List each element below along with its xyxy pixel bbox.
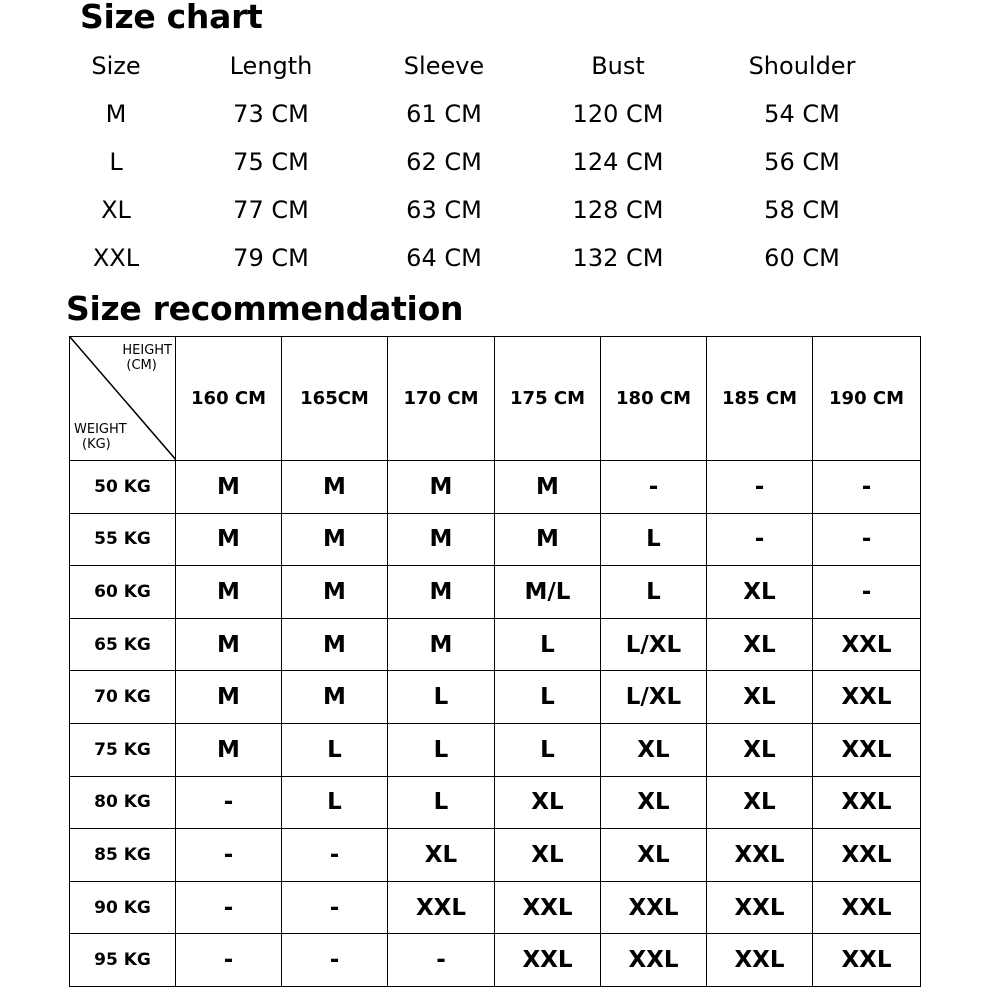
size-cell: M xyxy=(176,723,282,776)
size-chart-cell: 73 CM xyxy=(233,100,309,128)
weight-header: 65 KG xyxy=(70,618,176,671)
size-cell: M xyxy=(176,513,282,566)
size-cell: M xyxy=(176,618,282,671)
size-cell: XXL xyxy=(495,881,601,934)
size-cell: M xyxy=(388,461,495,514)
size-cell: - xyxy=(388,934,495,987)
size-cell: L xyxy=(601,513,707,566)
size-cell: - xyxy=(282,881,388,934)
size-cell: L xyxy=(601,566,707,619)
size-cell: XXL xyxy=(707,934,813,987)
table-row xyxy=(70,881,921,934)
size-chart-cell: 58 CM xyxy=(764,196,840,224)
size-cell: XL xyxy=(601,723,707,776)
height-header: 190 CM xyxy=(813,337,921,461)
size-cell: XXL xyxy=(495,934,601,987)
size-cell: XXL xyxy=(601,934,707,987)
size-chart-cell: 63 CM xyxy=(406,196,482,224)
size-cell: - xyxy=(282,934,388,987)
table-row xyxy=(70,566,921,619)
size-chart-cell: M xyxy=(105,100,127,128)
size-cell: - xyxy=(176,881,282,934)
height-header: 180 CM xyxy=(601,337,707,461)
weight-axis-label xyxy=(74,422,127,452)
size-chart-title: Size chart xyxy=(80,0,263,36)
size-cell: M/L xyxy=(495,566,601,619)
weight-header: 70 KG xyxy=(70,671,176,724)
size-cell: XXL xyxy=(601,881,707,934)
size-cell: M xyxy=(388,566,495,619)
table-corner-cell xyxy=(70,337,176,461)
size-cell: L xyxy=(388,723,495,776)
size-cell: - xyxy=(176,776,282,829)
size-chart-header: Size xyxy=(91,52,141,80)
size-chart-cell: XXL xyxy=(92,244,140,272)
size-cell: XL xyxy=(388,829,495,882)
size-chart-header: Shoulder xyxy=(748,52,856,80)
height-header: 165CM xyxy=(282,337,388,461)
size-chart-cell: 124 CM xyxy=(572,148,664,176)
size-cell: - xyxy=(282,829,388,882)
size-cell: M xyxy=(388,513,495,566)
size-cell: - xyxy=(601,461,707,514)
weight-header: 85 KG xyxy=(70,829,176,882)
size-cell: XXL xyxy=(813,829,921,882)
size-cell: L xyxy=(495,671,601,724)
weight-header: 50 KG xyxy=(70,461,176,514)
size-cell: L xyxy=(388,776,495,829)
size-cell: XXL xyxy=(388,881,495,934)
size-chart-cell: 120 CM xyxy=(572,100,664,128)
size-recommendation-table xyxy=(69,336,921,987)
size-chart-cell: 61 CM xyxy=(406,100,482,128)
weight-header: 55 KG xyxy=(70,513,176,566)
weight-header: 95 KG xyxy=(70,934,176,987)
height-unit: (CM) xyxy=(126,358,157,373)
size-cell: XXL xyxy=(707,829,813,882)
size-cell: XXL xyxy=(813,776,921,829)
size-cell: M xyxy=(282,566,388,619)
size-cell: XL xyxy=(601,776,707,829)
size-cell: XXL xyxy=(813,881,921,934)
size-cell: XXL xyxy=(813,723,921,776)
size-cell: XL xyxy=(707,618,813,671)
size-cell: L xyxy=(495,723,601,776)
size-chart-cell: 54 CM xyxy=(764,100,840,128)
weight-header: 90 KG xyxy=(70,881,176,934)
size-cell: - xyxy=(707,461,813,514)
size-cell: M xyxy=(282,671,388,724)
size-cell: - xyxy=(813,513,921,566)
size-cell: M xyxy=(176,461,282,514)
size-cell: XXL xyxy=(707,881,813,934)
height-header: 175 CM xyxy=(495,337,601,461)
size-cell: M xyxy=(282,513,388,566)
weight-label: WEIGHT xyxy=(74,422,127,437)
size-chart-cell: 132 CM xyxy=(572,244,664,272)
size-cell: M xyxy=(495,513,601,566)
height-axis-label xyxy=(122,343,172,373)
size-cell: L xyxy=(282,776,388,829)
table-row xyxy=(70,461,921,514)
height-header: 185 CM xyxy=(707,337,813,461)
weight-unit: (KG) xyxy=(82,437,111,452)
size-cell: L/XL xyxy=(601,618,707,671)
size-cell: XXL xyxy=(813,671,921,724)
height-header: 170 CM xyxy=(388,337,495,461)
table-row xyxy=(70,776,921,829)
size-cell: XL xyxy=(495,829,601,882)
table-row xyxy=(70,618,921,671)
table-row xyxy=(70,934,921,987)
size-chart-cell: L xyxy=(109,148,123,176)
size-cell: L xyxy=(282,723,388,776)
size-cell: L/XL xyxy=(601,671,707,724)
size-chart-cell: 64 CM xyxy=(406,244,482,272)
weight-header: 60 KG xyxy=(70,566,176,619)
height-label: HEIGHT xyxy=(122,343,172,358)
size-cell: - xyxy=(813,461,921,514)
size-cell: XL xyxy=(495,776,601,829)
size-chart-cell: 62 CM xyxy=(406,148,482,176)
table-row xyxy=(70,723,921,776)
size-cell: - xyxy=(813,566,921,619)
size-recommendation-title: Size recommendation xyxy=(66,289,464,328)
size-chart-cell: 56 CM xyxy=(764,148,840,176)
weight-header: 80 KG xyxy=(70,776,176,829)
size-chart-header: Length xyxy=(229,52,313,80)
size-cell: XXL xyxy=(813,618,921,671)
size-cell: M xyxy=(495,461,601,514)
size-cell: XL xyxy=(707,723,813,776)
size-cell: M xyxy=(282,461,388,514)
height-header: 160 CM xyxy=(176,337,282,461)
size-cell: M xyxy=(388,618,495,671)
table-row xyxy=(70,513,921,566)
size-chart-cell: XL xyxy=(101,196,131,224)
size-cell: M xyxy=(282,618,388,671)
size-chart-cell: 75 CM xyxy=(233,148,309,176)
size-cell: L xyxy=(388,671,495,724)
size-cell: L xyxy=(495,618,601,671)
size-chart-cell: 77 CM xyxy=(233,196,309,224)
table-row xyxy=(70,671,921,724)
size-chart-cell: 60 CM xyxy=(764,244,840,272)
size-cell: XL xyxy=(707,776,813,829)
size-chart-header: Bust xyxy=(591,52,645,80)
weight-header: 75 KG xyxy=(70,723,176,776)
size-cell: XL xyxy=(601,829,707,882)
size-cell: - xyxy=(707,513,813,566)
table-row xyxy=(70,829,921,882)
size-cell: - xyxy=(176,934,282,987)
size-cell: XL xyxy=(707,566,813,619)
size-cell: M xyxy=(176,566,282,619)
size-chart-header: Sleeve xyxy=(403,52,485,80)
size-cell: M xyxy=(176,671,282,724)
size-chart-cell: 128 CM xyxy=(572,196,664,224)
size-chart-cell: 79 CM xyxy=(233,244,309,272)
size-cell: XL xyxy=(707,671,813,724)
size-cell: - xyxy=(176,829,282,882)
size-cell: XXL xyxy=(813,934,921,987)
